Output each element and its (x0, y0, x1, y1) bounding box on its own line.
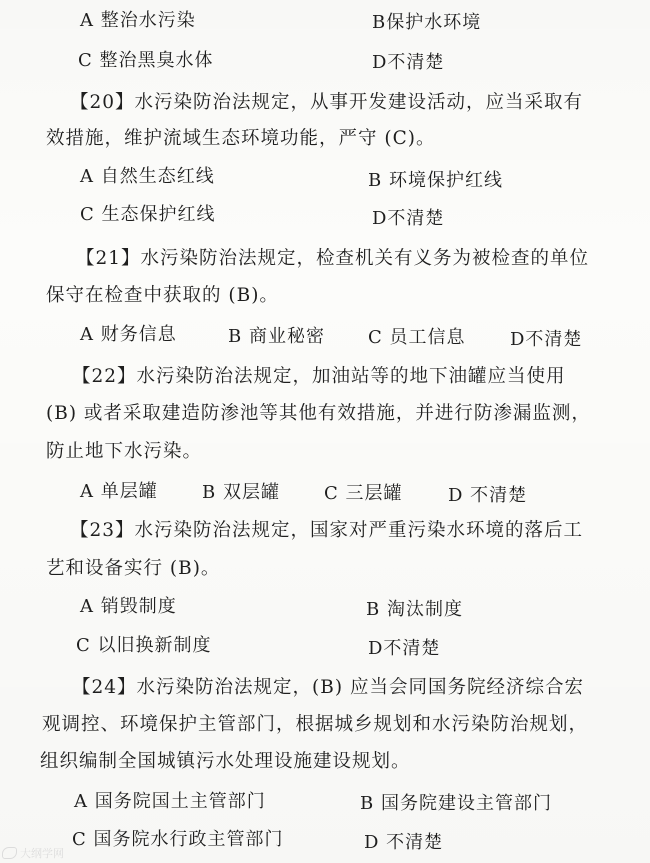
q23-stem-line-1: 【23】水污染防治法规定，国家对严重污染水环境的落后工 (70, 520, 584, 541)
q21-option-a: A 财务信息 (80, 324, 177, 345)
q22-stem-line-2: (B) 或者采取建造防渗池等其他有效措施，并进行防渗漏监测， (46, 403, 591, 424)
q24-stem-line-2: 观调控、环境保护主管部门，根据城乡规划和水污染防治规划， (42, 714, 589, 735)
q21-stem-line-1: 【21】水污染防治法规定，检查机关有义务为被检查的单位 (76, 248, 590, 269)
q23-stem-line-2: 艺和设备实行 (B)。 (46, 558, 221, 579)
q23-option-b: B 淘汰制度 (366, 599, 463, 620)
watermark-text: 大纲学网 (20, 847, 64, 860)
q23-option-c: C 以旧换新制度 (76, 635, 212, 656)
q22-stem-line-1: 【22】水污染防治法规定，加油站等的地下油罐应当使用 (72, 366, 566, 387)
q21-stem-line-2: 保守在检查中获取的 (B)。 (46, 285, 279, 306)
q22-option-d: D 不清楚 (448, 485, 528, 506)
q22-stem-line-3: 防止地下水污染。 (46, 441, 203, 462)
q22-option-c: C 三层罐 (324, 483, 403, 504)
q23-option-d: D不清楚 (368, 638, 441, 659)
q22-option-a: A 单层罐 (80, 481, 158, 502)
q20-stem-line-2: 效措施，维护流域生态环境功能，严守 (C)。 (46, 128, 436, 149)
q19-option-b: B保护水环境 (372, 12, 482, 33)
q22-option-b: B 双层罐 (202, 482, 280, 503)
q20-option-c: C 生态保护红线 (80, 204, 216, 225)
q20-option-b: B 环境保护红线 (368, 170, 503, 191)
q19-option-d: D不清楚 (372, 52, 445, 73)
q24-stem-line-1: 【24】水污染防治法规定，(B) 应当会同国务院经济综合宏 (72, 677, 584, 698)
q19-option-a: A 整治水污染 (80, 10, 196, 31)
q24-option-b: B 国务院建设主管部门 (360, 793, 552, 814)
q21-option-b: B 商业秘密 (228, 326, 325, 347)
q21-option-c: C 员工信息 (368, 327, 466, 348)
q20-option-d: D不清楚 (372, 208, 445, 229)
watermark (2, 845, 64, 861)
watermark-logo-icon (2, 847, 17, 859)
q20-stem-line-1: 【20】水污染防治法规定，从事开发建设活动，应当采取有 (70, 92, 584, 113)
q24-option-d: D 不清楚 (364, 832, 444, 853)
q20-option-a: A 自然生态红线 (80, 166, 215, 187)
q21-option-d: D不清楚 (510, 329, 583, 350)
q24-option-a: A 国务院国土主管部门 (74, 791, 266, 812)
q24-option-c: C 国务院水行政主管部门 (72, 829, 284, 850)
q24-stem-line-3: 组织编制全国城镇污水处理设施建设规划。 (40, 751, 411, 772)
q19-option-c: C 整治黑臭水体 (78, 50, 214, 71)
q23-option-a: A 销毁制度 (80, 596, 177, 617)
